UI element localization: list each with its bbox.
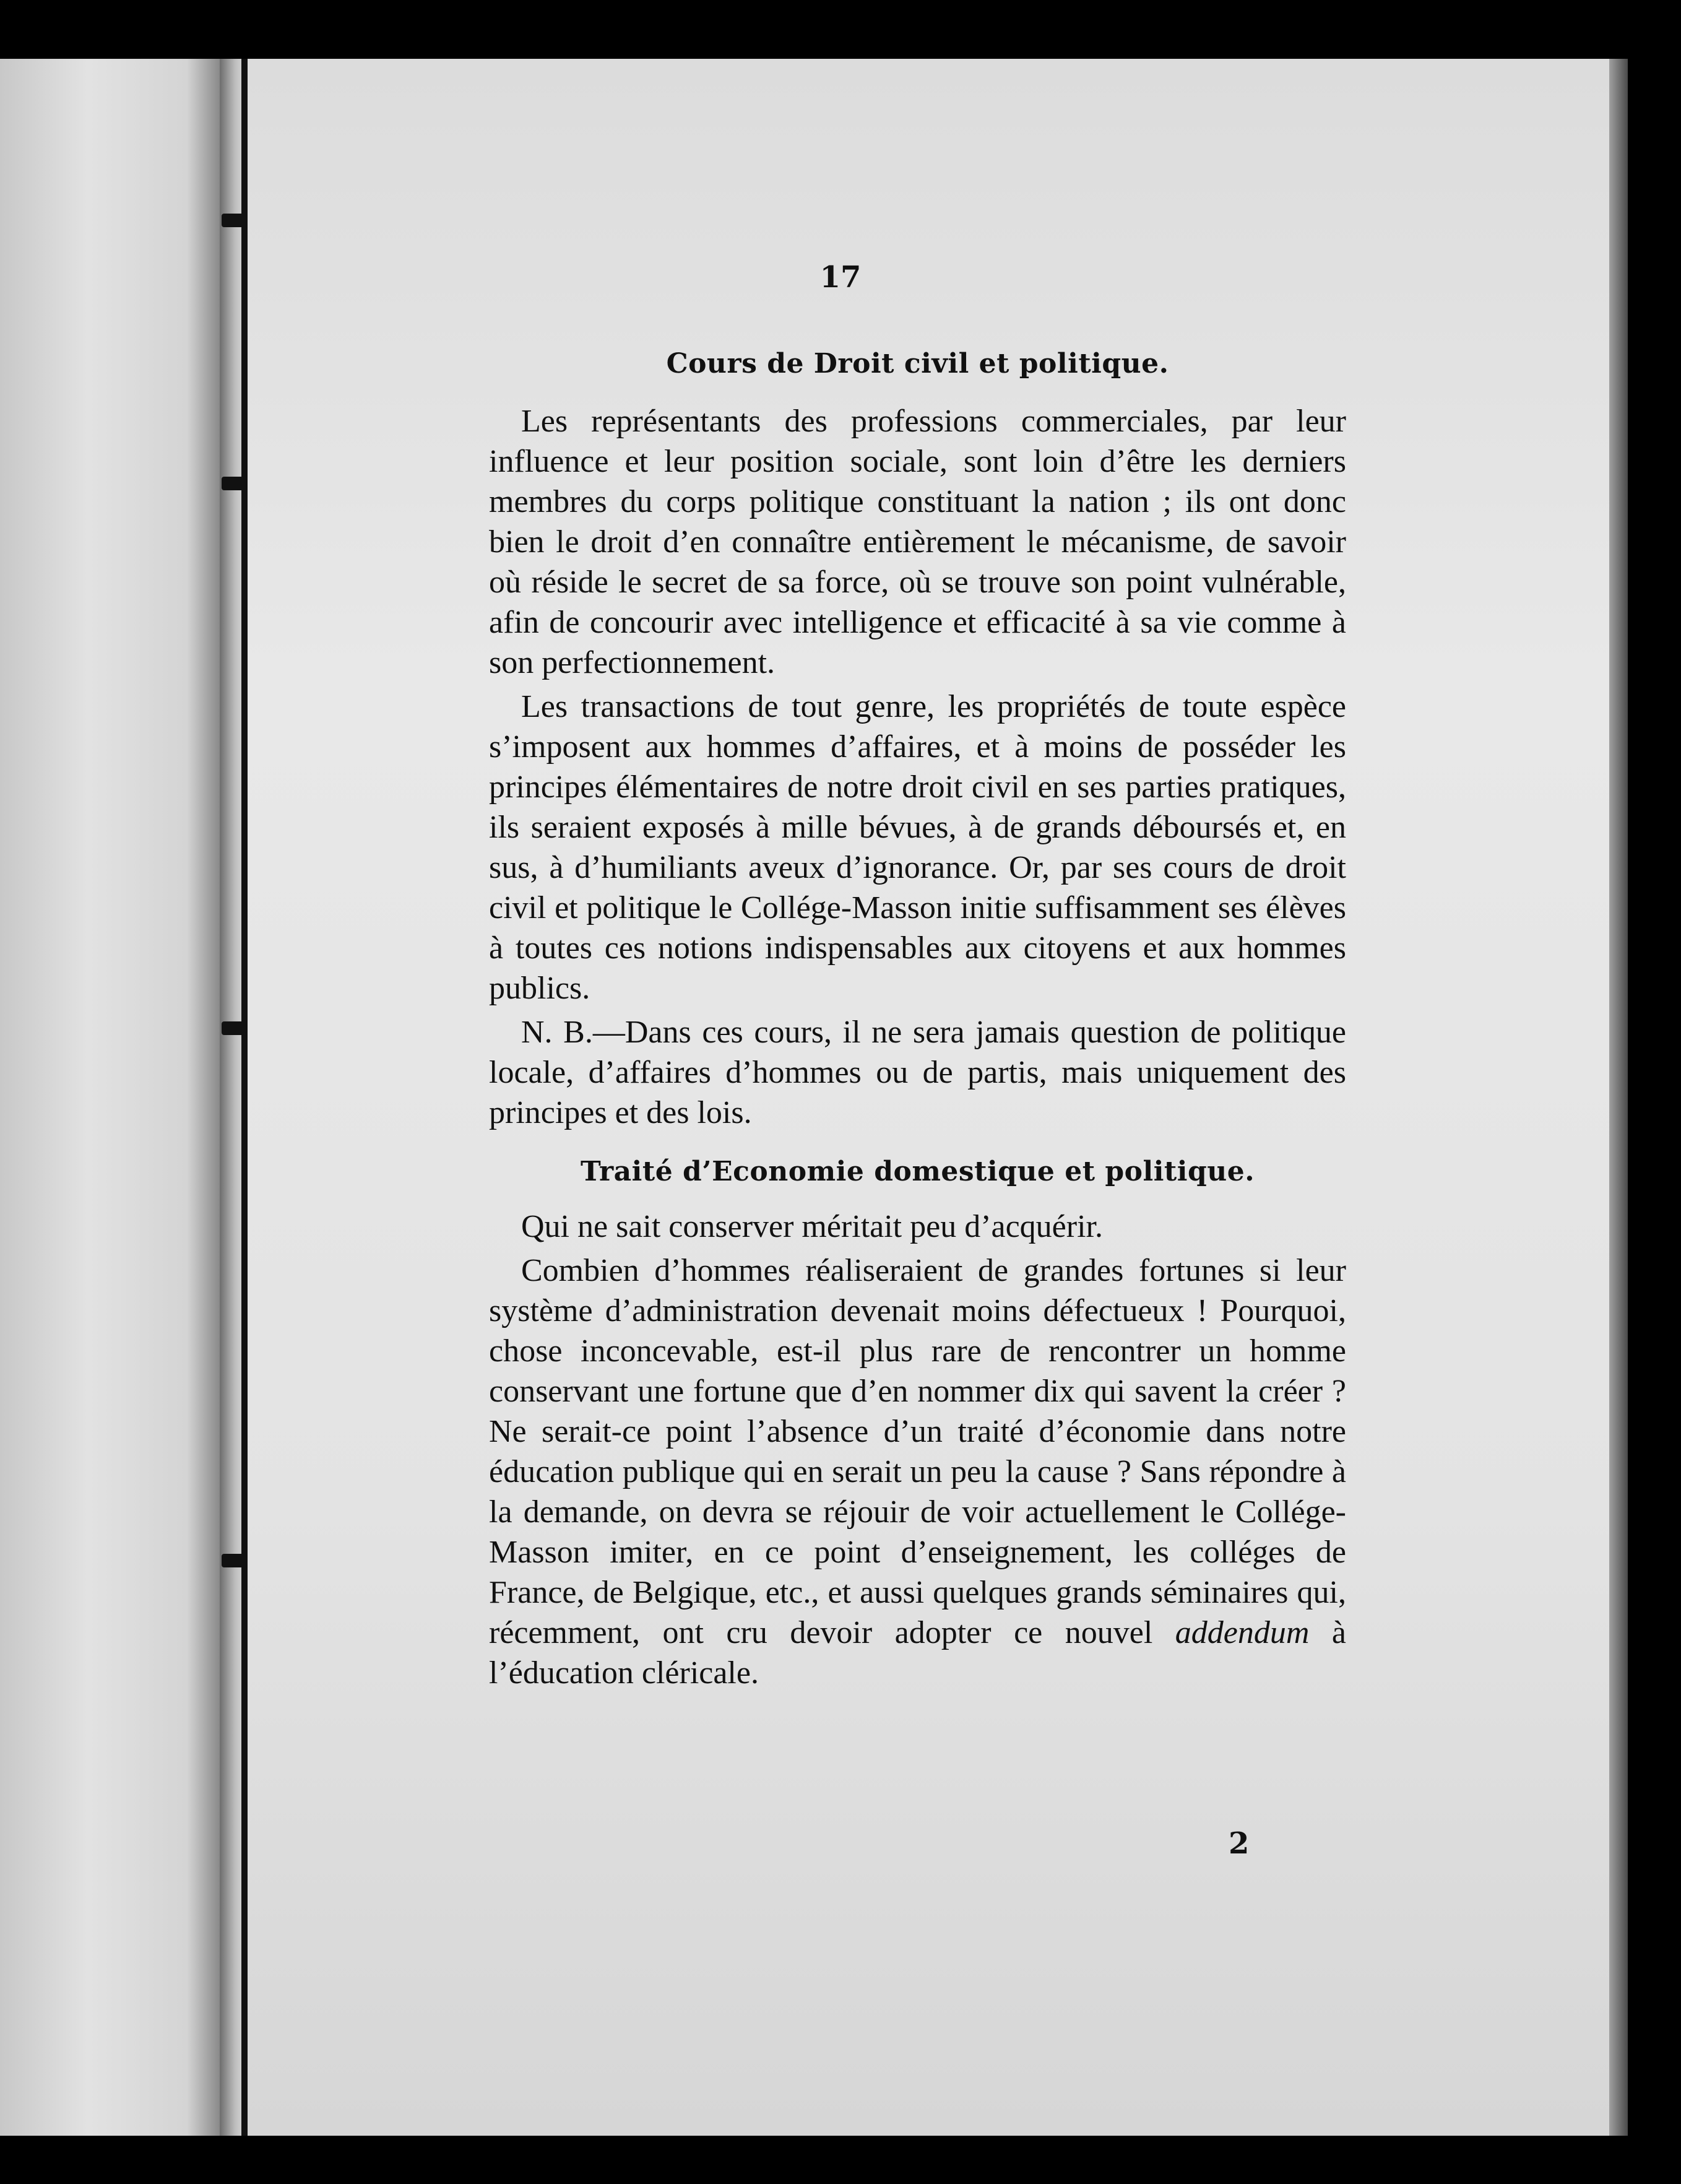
- page-body: [489, 344, 1346, 1697]
- paragraph-tail: à l’éducation cléricale.: [489, 1615, 1346, 1691]
- section-heading-economie: Traité d’Economie domestique et politique.: [580, 1156, 1255, 1187]
- paragraph: [489, 1250, 1346, 1693]
- binding-spine: [241, 59, 248, 2136]
- signature-mark: 2: [1229, 1826, 1250, 1861]
- page-number: 17: [819, 260, 862, 295]
- italic-term: addendum: [1175, 1615, 1310, 1650]
- facing-page: [0, 59, 220, 2136]
- page-edge-shadow: [1609, 59, 1628, 2136]
- paragraph: Les représentants des professions commerciales, par leur influence et leur position sociale, sont loin d’être les derniers membres du corps politique constituant la nation ; ils ont donc bien le droit d’en connaître entièrement le mécanisme, de savoir où réside le secret de sa force, où se trouve son point vulnérable, afin de concourir avec intelligence et efficacité à sa vie comme à son perfectionnement.: [489, 404, 1346, 680]
- paragraph: Les transactions de tout genre, les propriétés de toute espèce s’imposent aux hommes d’affaires, et à moins de posséder les principes élémentaires de notre droit civil en ses parties pratiques, ils seraient exposés à mille bévues, à de grands déboursés et, en sus, à d’humiliants aveux d’ignorance. Or, par ses cours de droit civil et politique le Collége-Masson initie suffisamment ses élèves à toutes ces notions indispensables aux citoyens et aux hommes publics.: [489, 689, 1346, 1006]
- paragraph-nota-bene: N. B.—Dans ces cours, il ne sera jamais question de politique locale, d’affaires d’hommes ou de partis, mais uniquement des principes et des lois.: [489, 1015, 1346, 1130]
- paragraph-text: Combien d’hommes réaliseraient de grandes fortunes si leur système d’administration devenait moins défectueux ! Pourquoi, chose inconcevable, est-il plus rare de rencontrer un homme conservant une fortune que d’en nommer dix qui savent la créer ? Ne serait-ce point l’absence d’un traité d’économie dans notre éducation publique qui en serait un peu la cause ? Sans répondre à la demande, on devra se réjouir de voir actuellement le Collége-Masson imiter, en ce point d’enseignement, les colléges de France, de Belgique, etc., et aussi quelques grands séminaires qui, récemment, ont cru devoir adopter ce nouvel: [489, 1253, 1346, 1650]
- paragraph-epigraph: Qui ne sait conserver méritait peu d’acquérir.: [521, 1209, 1103, 1244]
- section-heading-droit: Cours de Droit civil et politique.: [666, 348, 1169, 379]
